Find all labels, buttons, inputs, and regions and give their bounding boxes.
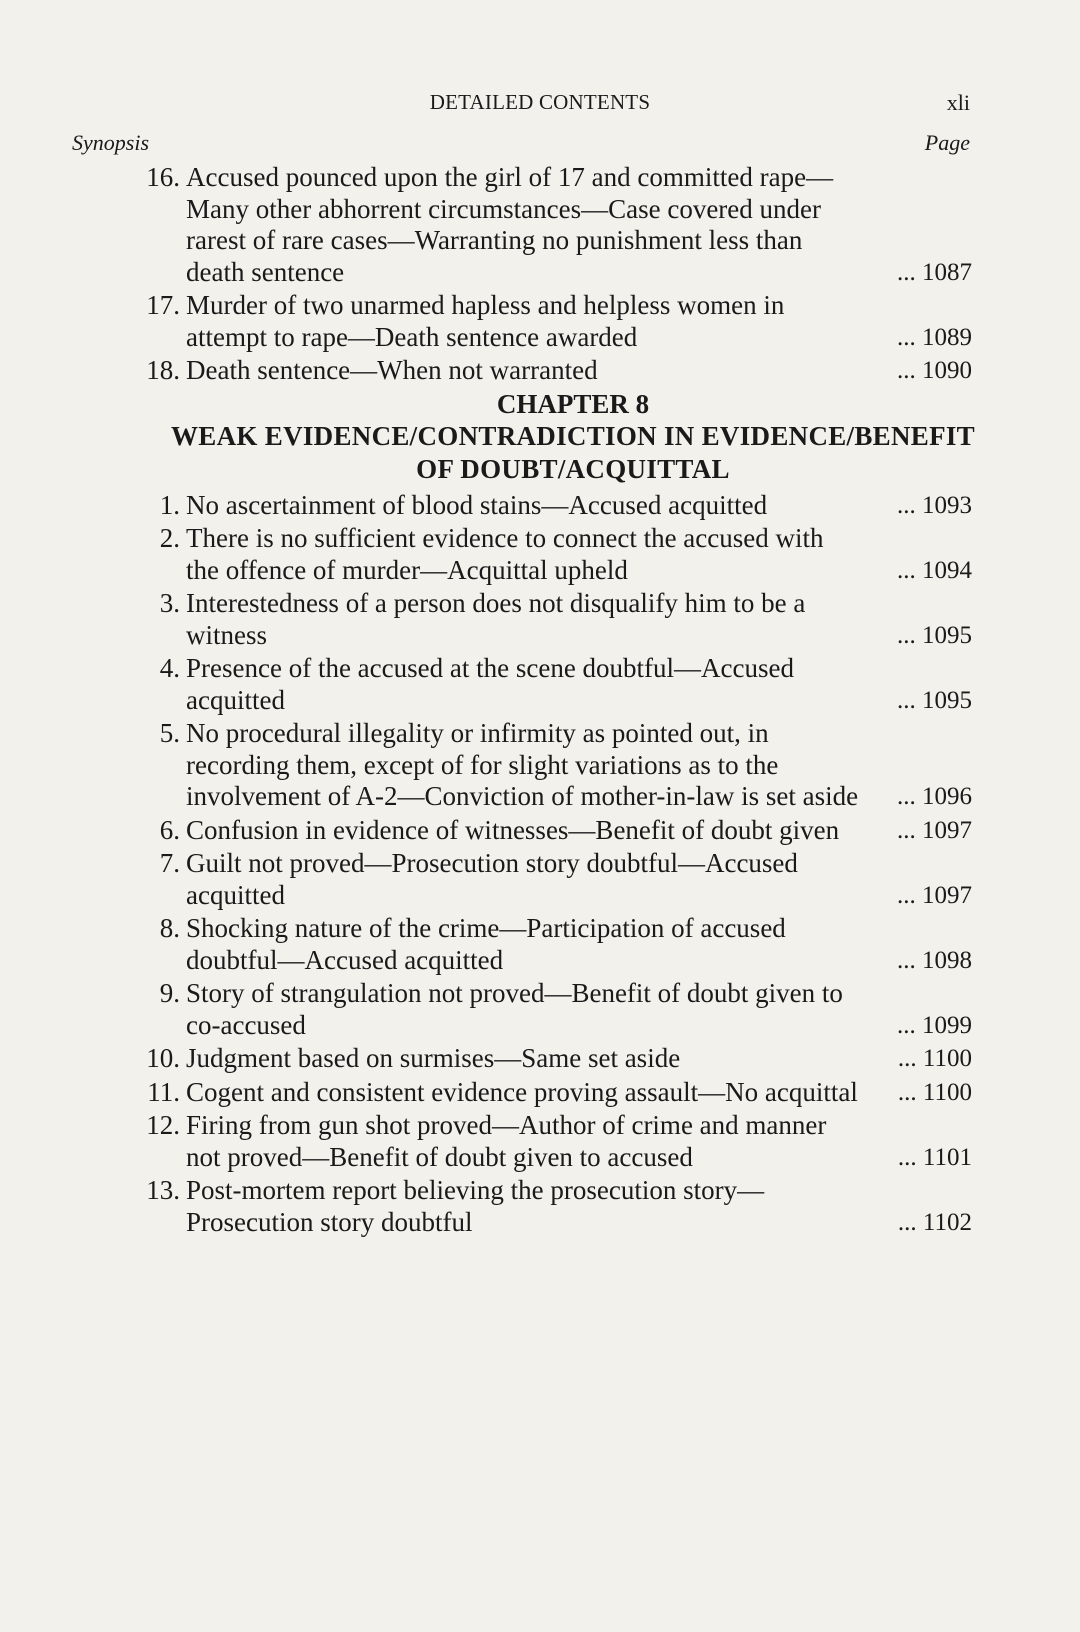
entry-text: Guilt not proved—Prosecution story doubtful—Accused acquitted xyxy=(186,848,798,910)
running-head: DETAILED CONTENTS xyxy=(429,90,651,114)
entry-text: Cogent and consistent evidence proving assault—No acquittal xyxy=(186,1076,858,1107)
entry-number: 10. xyxy=(146,1043,180,1073)
entry-page: ... 1099 xyxy=(897,1011,972,1039)
entry-page: ... 1097 xyxy=(897,816,972,844)
entry-text: Post-mortem report believing the prosecution story—Prosecution story doubtful xyxy=(186,1175,765,1237)
entry-page: ... 1097 xyxy=(897,881,972,909)
entry-number: 3. xyxy=(159,588,180,618)
entry-number: 1. xyxy=(159,489,180,520)
contents-list xyxy=(118,162,978,1240)
entry-text: No procedural illegality or infirmity as pointed out, in recording them, except of for slight variations as to the involvement of A-2—Conviction of mother-in-law is set aside xyxy=(186,718,859,811)
entry-text: Story of strangulation not proved—Benefit of doubt given to co-accused xyxy=(186,978,843,1040)
contents-entry-1 xyxy=(118,490,978,522)
entry-page: ... 1095 xyxy=(897,621,972,649)
entry-page: ... 1100 xyxy=(897,1078,972,1106)
entry-text: No ascertainment of blood stains—Accused acquitted xyxy=(186,489,768,520)
entry-number: 9. xyxy=(159,978,180,1008)
entry-text: Judgment based on surmises—Same set aside xyxy=(186,1043,681,1073)
entry-number: 2. xyxy=(159,523,180,553)
entry-text: Confusion in evidence of witnesses—Benefit of doubt given xyxy=(186,814,840,845)
entry-number: 12. xyxy=(146,1110,180,1140)
entry-number: 6. xyxy=(159,814,180,845)
contents-entry-12 xyxy=(118,1110,978,1173)
contents-entry-9 xyxy=(118,978,978,1041)
entry-number: 11. xyxy=(147,1076,180,1107)
chapter-title: WEAK EVIDENCE/CONTRADICTION IN EVIDENCE/BENEFIT OF DOUBT/ACQUITTAL xyxy=(171,420,975,484)
entry-number: 13. xyxy=(146,1175,180,1205)
contents-entry-8 xyxy=(118,913,978,976)
entry-page: ... 1093 xyxy=(897,491,972,519)
entry-page: ... 1095 xyxy=(897,686,972,714)
contents-entry-10 xyxy=(118,1043,978,1075)
entry-text: Murder of two unarmed hapless and helpless women in attempt to rape—Death sentence awarded xyxy=(186,290,785,352)
entry-number: 17. xyxy=(146,290,180,320)
contents-entry-16 xyxy=(118,162,978,288)
contents-entry-18 xyxy=(118,355,978,387)
contents-entry-13 xyxy=(118,1175,978,1238)
entry-text: Presence of the accused at the scene doubtful—Accused acquitted xyxy=(186,653,795,715)
entry-text: There is no sufficient evidence to connect the accused with the offence of murder—Acquittal upheld xyxy=(186,523,824,585)
entry-text: Shocking nature of the crime—Participation of accused doubtful—Accused acquitted xyxy=(186,913,786,975)
entry-page: ... 1094 xyxy=(897,556,972,584)
entry-text: Firing from gun shot proved—Author of crime and manner not proved—Benefit of doubt given to accused xyxy=(186,1110,827,1172)
contents-entry-11 xyxy=(118,1077,978,1109)
entry-page: ... 1096 xyxy=(897,783,972,810)
entry-page: ... 1101 xyxy=(897,1143,972,1171)
entry-text: Accused pounced upon the girl of 17 and committed rape—Many other abhorrent circumstances—Case covered under rarest of rare cases—Warranting no punishment less than death sentence xyxy=(186,162,834,287)
entry-number: 16. xyxy=(146,162,180,192)
contents-entry-5 xyxy=(118,718,978,813)
entry-page: ... 1089 xyxy=(897,323,972,351)
contents-entry-7 xyxy=(118,848,978,911)
entry-number: 4. xyxy=(159,653,180,683)
page-column-label: Page xyxy=(924,130,970,155)
entry-page: ... 1100 xyxy=(897,1045,972,1072)
entry-number: 8. xyxy=(159,913,180,943)
contents-entry-3 xyxy=(118,588,978,651)
contents-entry-6 xyxy=(118,815,978,847)
entry-page: ... 1087 xyxy=(897,258,972,286)
entry-page: ... 1102 xyxy=(897,1208,972,1236)
entry-number: 7. xyxy=(159,848,180,878)
contents-entry-2 xyxy=(118,523,978,586)
entry-page: ... 1098 xyxy=(897,946,972,974)
synopsis-column-label: Synopsis xyxy=(72,130,149,155)
entry-text: Death sentence—When not warranted xyxy=(186,355,598,385)
entry-number: 18. xyxy=(146,355,180,385)
contents-entry-4 xyxy=(118,653,978,716)
entry-text: Interestedness of a person does not disqualify him to be a witness xyxy=(186,588,806,650)
page-number: xli xyxy=(946,90,970,115)
entry-page: ... 1090 xyxy=(897,357,972,384)
contents-entry-17 xyxy=(118,290,978,353)
entry-number: 5. xyxy=(159,718,180,748)
chapter-label: CHAPTER 8 xyxy=(496,388,650,419)
